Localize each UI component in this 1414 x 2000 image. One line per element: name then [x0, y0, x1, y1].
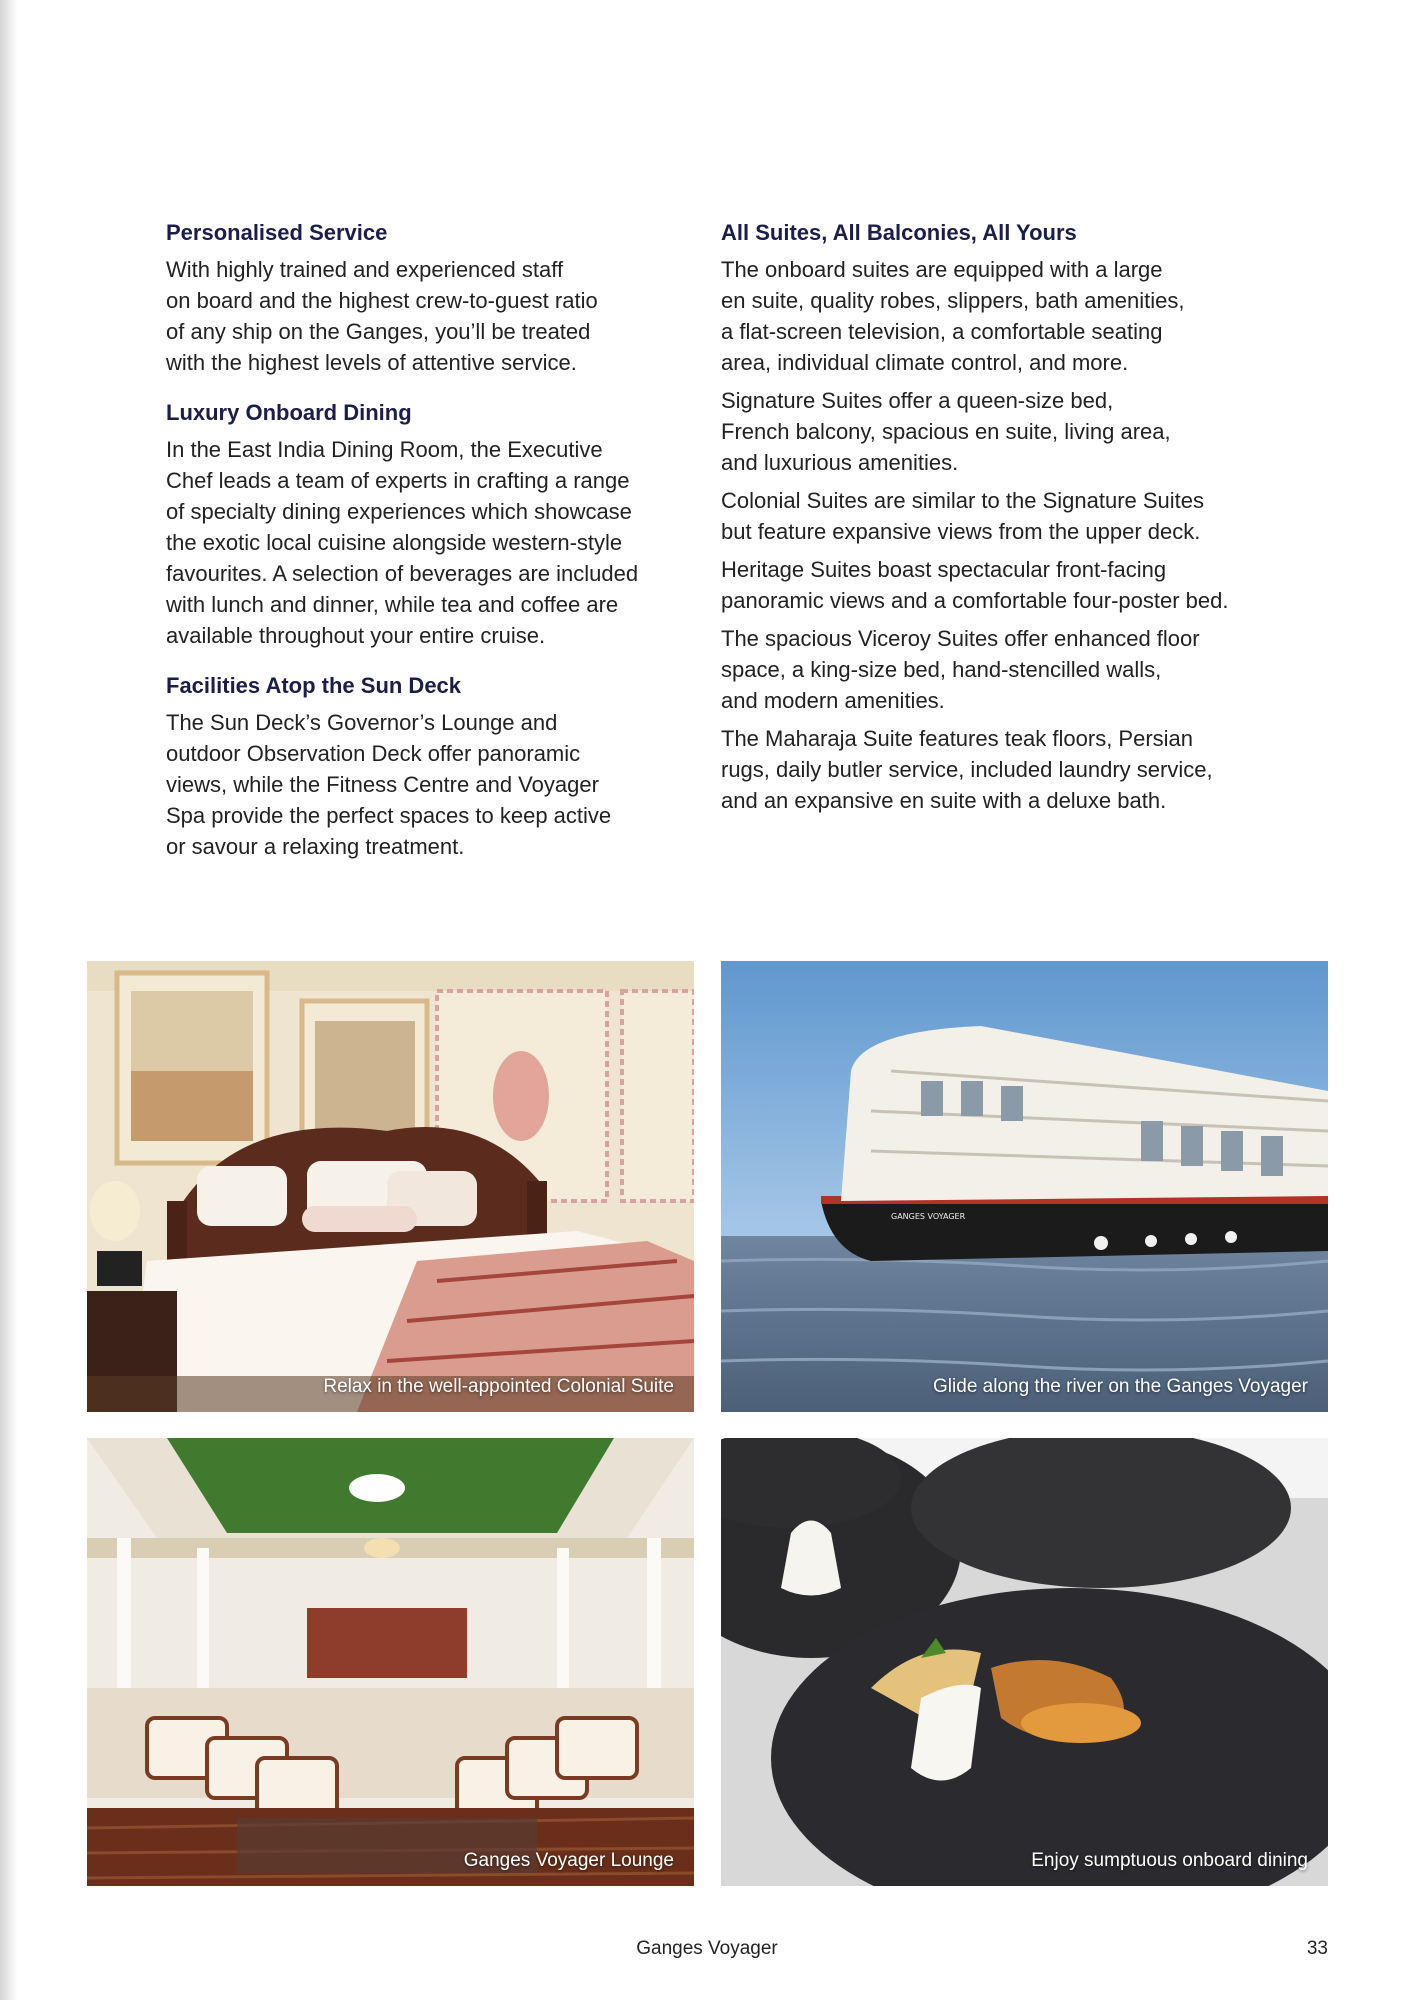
signature-suites-paragraph: Signature Suites offer a queen-size bed, French balcony, spacious en suite, living area, and luxurious amenities.: [721, 388, 1171, 475]
suites-paragraph: The onboard suites are equipped with a large en suite, quality robes, slippers, bath amenities, a flat-screen television, a comfortable seating area, individual climate control, and more.: [721, 257, 1185, 375]
section-body: In the East India Dining Room, the Executive Chef leads a team of experts in crafting a range of specialty dining experiences which showcase the exotic local cuisine alongside western-style favourites. A selection of beverages are included with lunch and dinner, while tea and coffee are available throughout your entire cruise.: [166, 437, 639, 648]
caption-voyager-lounge: Ganges Voyager Lounge: [463, 1850, 674, 1871]
viceroy-suites-paragraph: The spacious Viceroy Suites offer enhanced floor space, a king-size bed, hand-stencilled walls, and modern amenities.: [721, 626, 1200, 713]
section-personalised-service: [166, 218, 706, 378]
section-heading: Luxury Onboard Dining: [166, 400, 412, 425]
caption-ganges-voyager: Glide along the river on the Ganges Voyager: [933, 1376, 1308, 1397]
photo-colonial-suite: [87, 961, 694, 1412]
footer-page-number: 33: [1306, 1938, 1328, 1959]
section-heading-suites: All Suites, All Balconies, All Yours: [721, 220, 1077, 245]
caption-colonial-suite: Relax in the well-appointed Colonial Suite: [323, 1376, 674, 1397]
section-heading: Facilities Atop the Sun Deck: [166, 673, 462, 698]
section-luxury-dining: [166, 398, 706, 651]
maharaja-suite-paragraph: The Maharaja Suite features teak floors, Persian rugs, daily butler service, included laundry service, and an expansive en suite with a deluxe bath.: [721, 726, 1213, 813]
page-edge-shadow: [0, 0, 18, 2000]
photo-ganges-voyager-ship: [721, 961, 1328, 1412]
footer-publication-title: Ganges Voyager: [636, 1938, 778, 1959]
section-body: With highly trained and experienced staff on board and the highest crew-to-guest ratio of any ship on the Ganges, you’ll be treated with the highest levels of attentive service.: [166, 257, 598, 375]
heritage-suites-paragraph: Heritage Suites boast spectacular front-facing panoramic views and a comfortable four-poster bed.: [721, 557, 1229, 613]
section-heading: Personalised Service: [166, 220, 388, 245]
svg-text:GANGES VOYAGER: GANGES VOYAGER: [891, 1212, 966, 1221]
photo-onboard-dining: [721, 1438, 1328, 1886]
left-text-column: [166, 218, 706, 882]
section-body: The Sun Deck’s Governor’s Lounge and outdoor Observation Deck offer panoramic views, while the Fitness Centre and Voyager Spa provide the perfect spaces to keep active or savour a relaxing treatment.: [166, 710, 612, 859]
colonial-suites-paragraph: Colonial Suites are similar to the Signature Suites but feature expansive views from the upper deck.: [721, 488, 1205, 544]
caption-onboard-dining: Enjoy sumptuous onboard dining: [1031, 1850, 1308, 1871]
photo-voyager-lounge: [87, 1438, 694, 1886]
section-sun-deck: [166, 671, 706, 862]
right-text-column: [721, 218, 1281, 823]
